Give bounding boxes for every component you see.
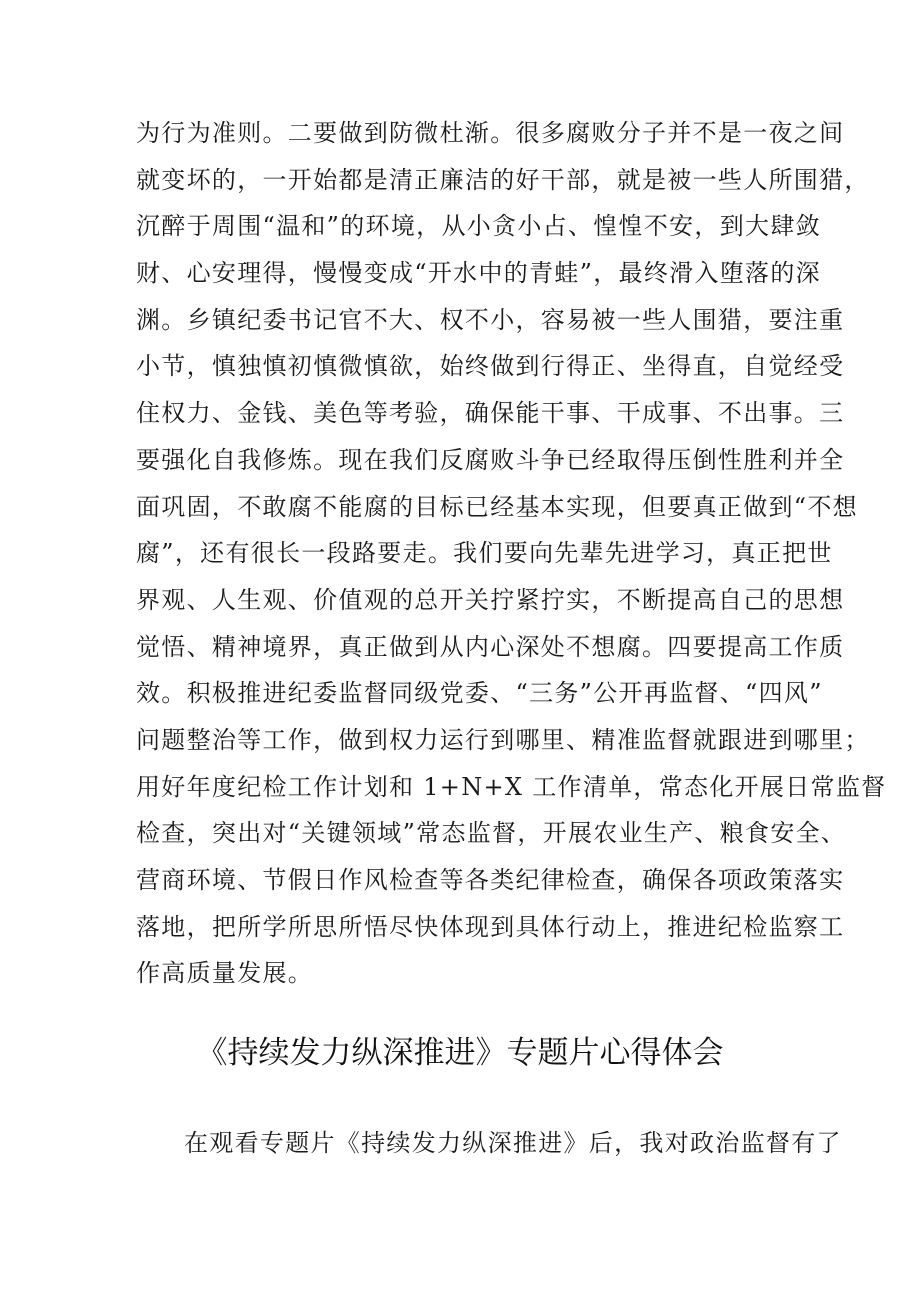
text-line: 住权力、金钱、美色等考验，确保能干事、干成事、不出事。三 [136,399,845,428]
section-heading: 《持续发力纵深推进》专题片心得体会 [196,1035,724,1071]
body-paragraph [136,110,887,997]
text-line: 渊。乡镇纪委书记官不大、权不小，容易被一些人围猎，要注重 [136,305,845,334]
text-line: 效。积极推进纪委监督同级党委、“三务”公开再监督、“四风” [136,679,823,708]
text-line: 用好年度纪检工作计划和 1+N+X 工作清单，常态化开展日常监督 [136,772,887,801]
text-line: 问题整治等工作，做到权力运行到哪里、精准监督就跟进到哪里； [136,725,870,754]
text-line: 作高质量发展。 [136,959,314,988]
text-line: 营商环境、节假日作风检查等各类纪律检查，确保各项政策落实 [136,866,845,894]
text-line: 觉悟、精神境界，真正做到从内心深处不想腐。四要提高工作质 [136,632,845,661]
text-line: 就变坏的，一开始都是清正廉洁的好干部，就是被一些人所围猎， [136,165,870,194]
text-line: 界观、人生观、价值观的总开关拧紧拧实，不断提高自己的思想 [136,585,845,614]
text-line: 面巩固，不敢腐不能腐的目标已经基本实现，但要真正做到“不想 [136,492,858,521]
text-line: 为行为准则。二要做到防微杜渐。很多腐败分子并不是一夜之间 [136,119,845,147]
text-line: 检查，突出对“关键领域”常态监督，开展农业生产、粮食安全、 [136,819,847,848]
text-line: 小节，慎独慎初慎微慎欲，始终做到行得正、坐得直，自觉经受 [136,352,845,381]
second-paragraph [136,1120,842,1167]
text-line: 腐”，还有很长一段路要走。我们要向先辈先进学习，真正把世 [136,539,833,568]
text-line: 财、心安理得，慢慢变成“开水中的青蛙”，最终滑入堕落的深 [136,259,821,288]
text-line: 沉醉于周围“温和”的环境，从小贪小占、惶惶不安，到大肆敛 [136,212,821,241]
text-line: 在观看专题片《持续发力纵深推进》后，我对政治监督有了 [184,1129,842,1157]
text-line: 落地，把所学所思所悟尽快体现到具体行动上，推进纪检监察工 [136,912,845,941]
text-line: 要强化自我修炼。现在我们反腐败斗争已经取得压倒性胜利并全 [136,445,845,474]
